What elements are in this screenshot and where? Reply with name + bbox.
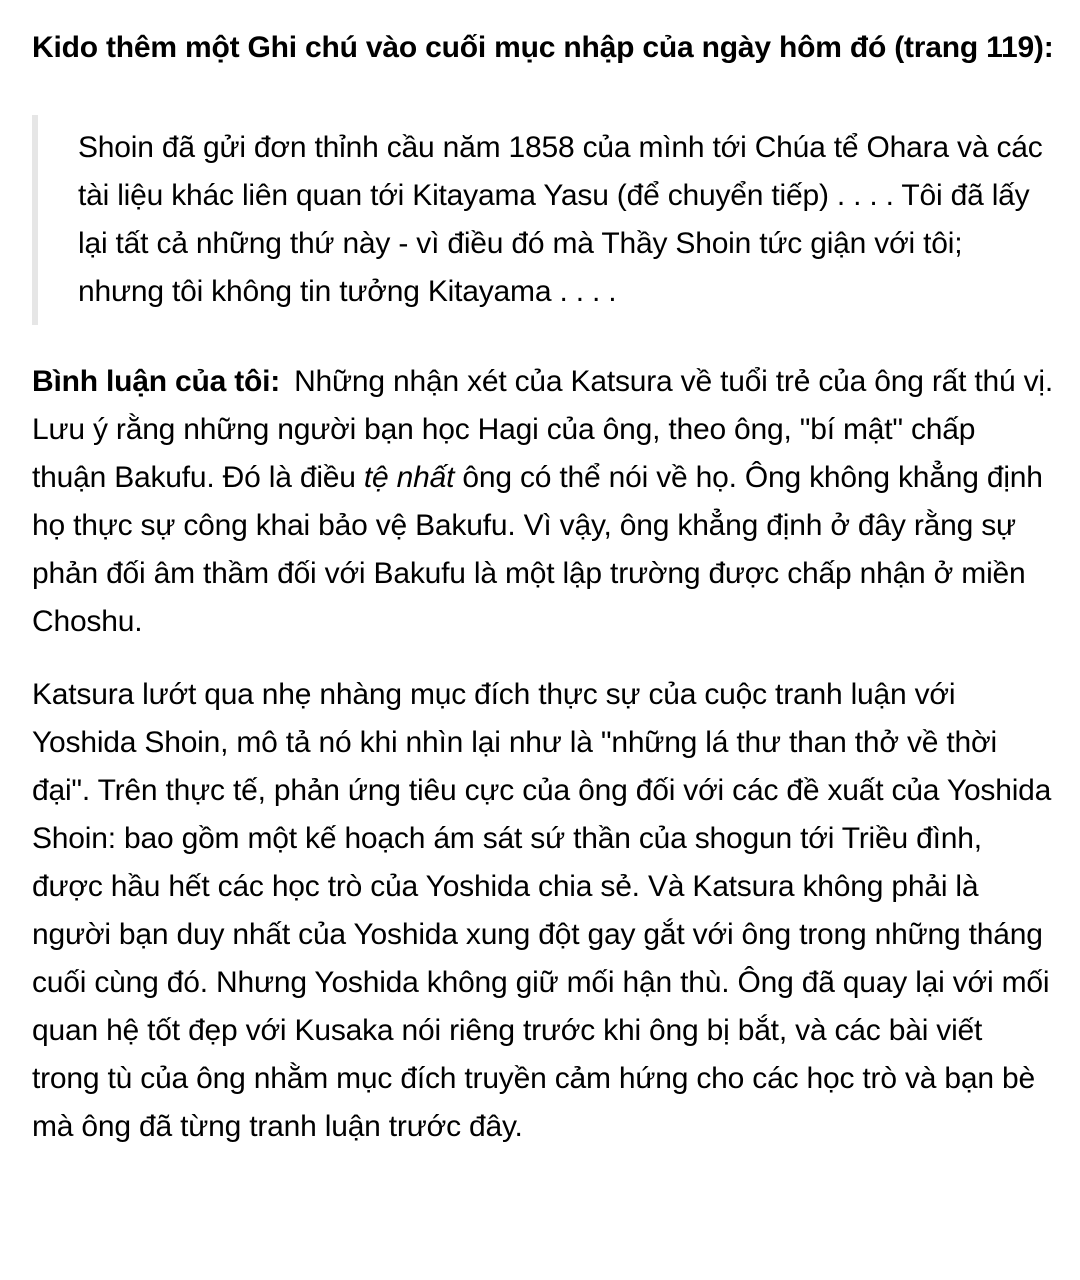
comment-text-after: ông có thể nói về họ. Ông không khẳng định họ thực sự công khai bảo vệ Bakufu. Vì vậy, ông khẳng định ở đây rằng sự phản đối âm thầm đối với Bakufu là một lập trường được chấp nhận ở miền Choshu. — [32, 461, 1043, 638]
blockquote — [32, 115, 1054, 325]
comment-emphasis: tệ nhất — [363, 461, 455, 494]
comment-text-before: Những nhận xét của Katsura về tuổi trẻ của ông rất thú vị. Lưu ý rằng những người bạn học Hagi của ông, theo ông, "bí mật" chấp thuận Bakufu. Đó là điều — [32, 365, 1053, 494]
note-heading: Kido thêm một Ghi chú vào cuối mục nhập của ngày hôm đó (trang 119): — [32, 31, 1054, 64]
comment-label: Bình luận của tôi: — [32, 365, 281, 398]
comment-paragraph — [32, 358, 1054, 646]
post-body — [32, 24, 1054, 1151]
body-paragraph: Katsura lướt qua nhẹ nhàng mục đích thực sự của cuộc tranh luận với Yoshida Shoin, mô tả nó khi nhìn lại như là "những lá thư than thở về thời đại". Trên thực tế, phản ứng tiêu cực của ông đối với các đề xuất của Yoshida Shoin: bao gồm một kế hoạch ám sát sứ thần của shogun tới Triều đình, được hầu hết các học trò của Yoshida chia sẻ. Và Katsura không phải là người bạn duy nhất của Yoshida xung đột gay gắt với ông trong những tháng cuối cùng đó. Nhưng Yoshida không giữ mối hận thù. Ông đã quay lại với mối quan hệ tốt đẹp với Kusaka nói riêng trước khi ông bị bắt, và các bài viết trong tù của ông nhằm mục đích truyền cảm hứng cho các học trò và bạn bè mà ông đã từng tranh luận trước đây. — [32, 678, 1052, 1143]
quote-text: Shoin đã gửi đơn thỉnh cầu năm 1858 của mình tới Chúa tể Ohara và các tài liệu khác liên quan tới Kitayama Yasu (để chuyển tiếp) . . . . Tôi đã lấy lại tất cả những thứ này - vì điều đó mà Thầy Shoin tức giận với tôi; nhưng tôi không tin tưởng Kitayama . . . . — [78, 131, 1043, 308]
